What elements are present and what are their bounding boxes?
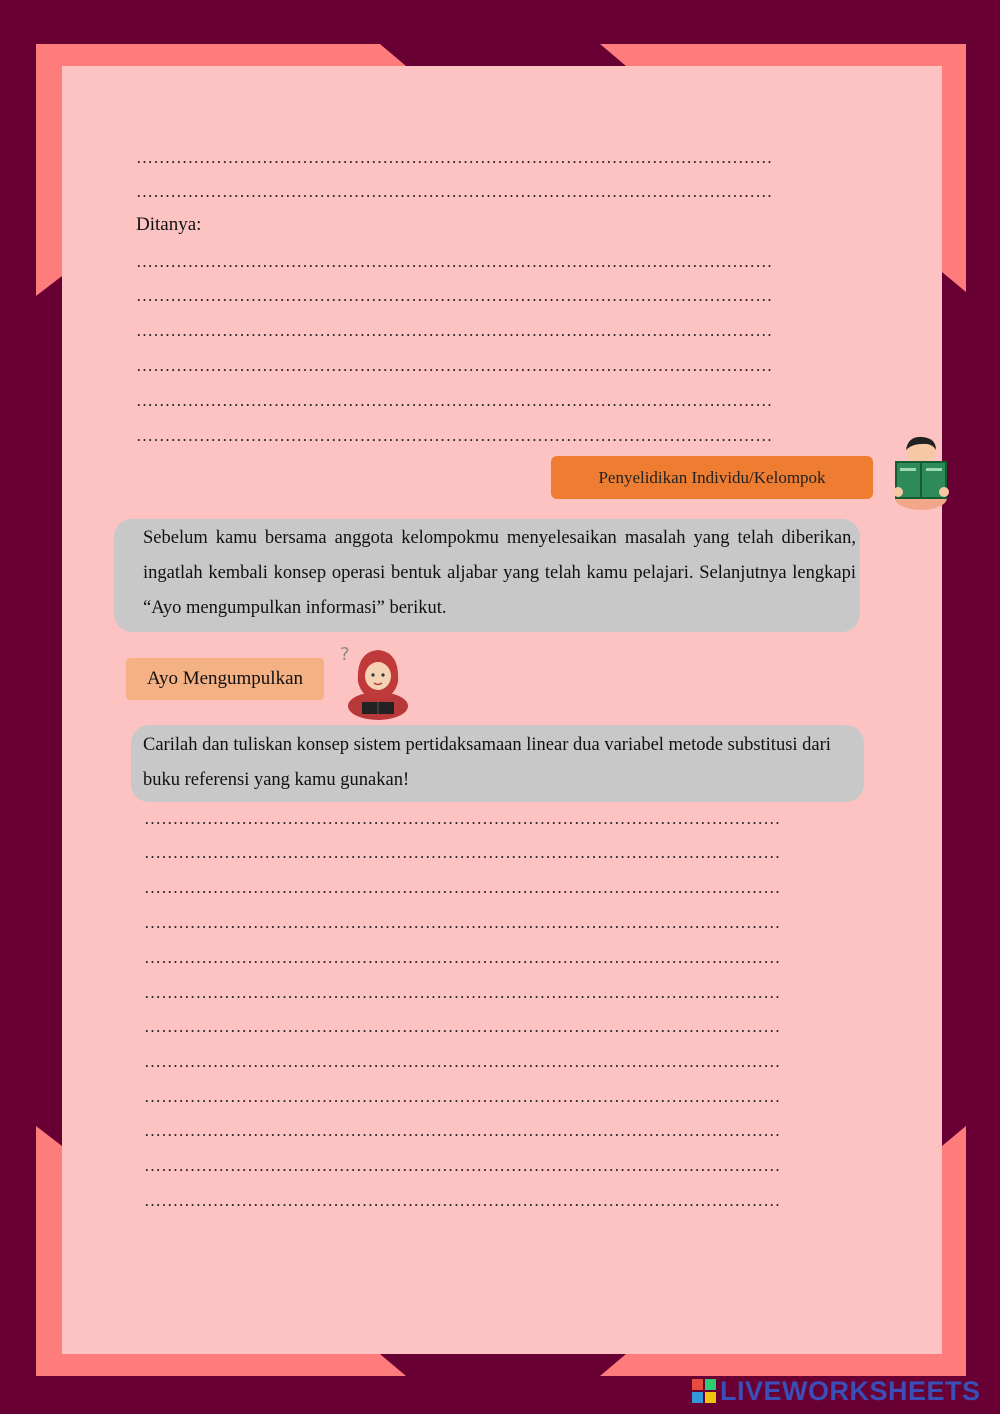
collect-badge: Ayo Mengumpulkan	[126, 658, 324, 700]
answer-line[interactable]: …………………………………………………………………………………………………	[136, 356, 773, 375]
intro-bubble	[114, 519, 860, 632]
intro-text: Sebelum kamu bersama anggota kelompokmu menyelesaikan masalah yang telah diberikan, ingatlah kembali konsep operasi bentuk aljabar yang telah kamu pelajari. Selanjutnya lengkapi “Ayo mengumpulkan informasi” berikut.	[143, 528, 856, 618]
task-text: Carilah dan tuliskan konsep sistem pertidaksamaan linear dua variabel metode substitusi dari buku referensi yang kamu gunakan!	[143, 735, 831, 790]
answer-line[interactable]: …………………………………………………………………………………………………	[136, 252, 773, 271]
answer-line[interactable]: …………………………………………………………………………………………………	[144, 843, 781, 862]
section-badge: Penyelidikan Individu/Kelompok	[551, 456, 873, 499]
answer-line[interactable]: …………………………………………………………………………………………………	[144, 809, 781, 828]
answer-line[interactable]: …………………………………………………………………………………………………	[144, 983, 781, 1002]
answer-line[interactable]: …………………………………………………………………………………………………	[144, 1017, 781, 1036]
answer-line[interactable]: …………………………………………………………………………………………………	[144, 1191, 781, 1210]
svg-text:?: ?	[340, 644, 350, 665]
task-bubble	[131, 725, 864, 802]
thinking-girl-icon	[338, 640, 412, 722]
answer-line[interactable]: …………………………………………………………………………………………………	[136, 391, 773, 410]
answer-line[interactable]: …………………………………………………………………………………………………	[144, 913, 781, 932]
answer-line[interactable]: …………………………………………………………………………………………………	[136, 321, 773, 340]
answer-line[interactable]: …………………………………………………………………………………………………	[144, 1087, 781, 1106]
answer-line[interactable]: …………………………………………………………………………………………………	[144, 1052, 781, 1071]
ditanya-label: Ditanya:	[136, 214, 202, 235]
answer-line[interactable]: …………………………………………………………………………………………………	[144, 1121, 781, 1140]
answer-line[interactable]: …………………………………………………………………………………………………	[136, 148, 773, 167]
answer-line[interactable]: …………………………………………………………………………………………………	[144, 948, 781, 967]
answer-line[interactable]: …………………………………………………………………………………………………	[136, 426, 773, 445]
answer-line[interactable]: …………………………………………………………………………………………………	[144, 1156, 781, 1175]
reading-boy-icon	[888, 432, 952, 512]
watermark-text: LIVEWORKSHEETS	[720, 1375, 981, 1406]
answer-line[interactable]: …………………………………………………………………………………………………	[136, 182, 773, 201]
liveworksheets-logo-icon	[692, 1379, 716, 1403]
watermark[interactable]	[692, 1376, 981, 1406]
answer-line[interactable]: …………………………………………………………………………………………………	[144, 878, 781, 897]
answer-line[interactable]: …………………………………………………………………………………………………	[136, 286, 773, 305]
